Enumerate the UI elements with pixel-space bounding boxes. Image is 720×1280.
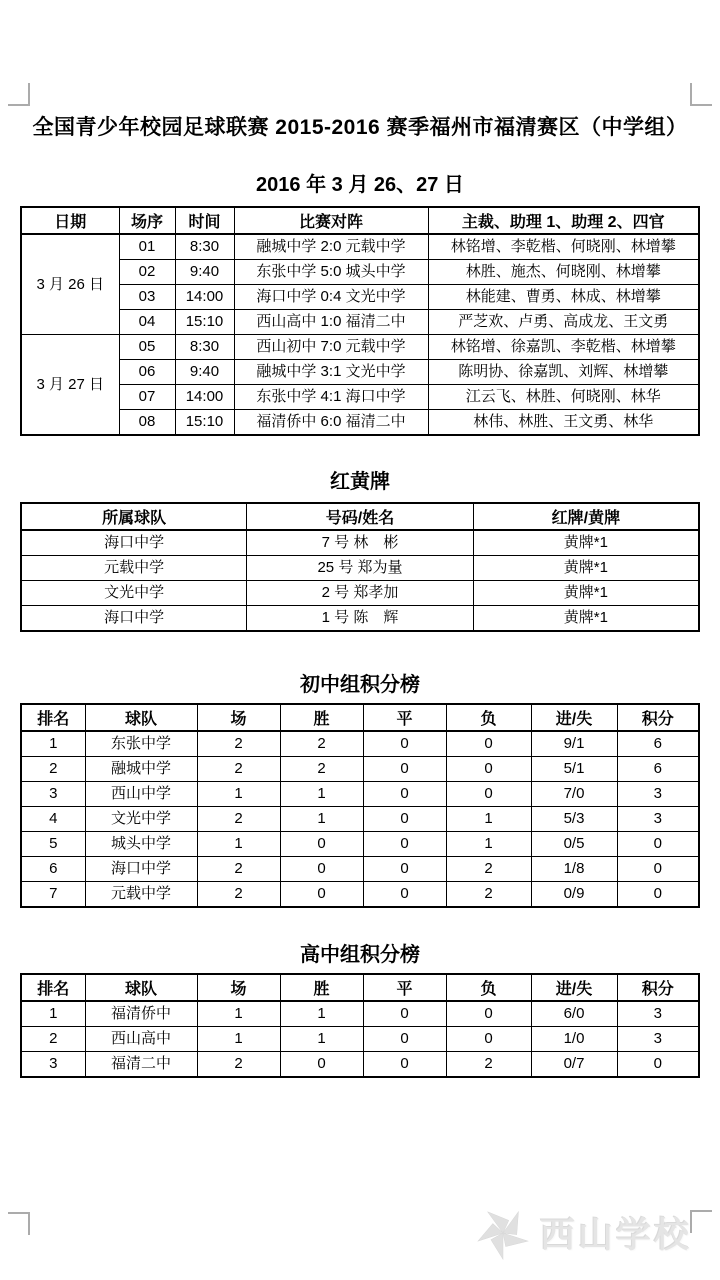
table-row [21,530,699,556]
column-header-officials: 主裁、助理 1、助理 2、四官 [428,207,699,234]
rank-cell: 1 [21,1001,85,1027]
column-header-won: 胜 [280,974,363,1001]
officials-cell: 林铭增、李乾楷、何晓刚、林增攀 [428,234,699,260]
column-header-time: 时间 [175,207,234,234]
won-cell: 2 [280,757,363,782]
team-cell: 海口中学 [21,606,247,632]
points-cell: 3 [617,1027,699,1052]
drawn-cell: 0 [363,1001,446,1027]
time-cell: 15:10 [175,310,234,335]
points-cell: 0 [617,857,699,882]
header-row [21,704,699,731]
watermark [474,1204,692,1262]
drawn-cell: 0 [363,1027,446,1052]
cards-table [20,502,700,632]
column-header-points: 积分 [617,974,699,1001]
senior-standings-table [20,973,700,1078]
column-header-rank: 排名 [21,704,85,731]
officials-cell: 林能建、曹勇、林成、林增攀 [428,285,699,310]
played-cell: 1 [197,1001,280,1027]
time-cell: 9:40 [175,260,234,285]
column-header-goals: 进/失 [531,974,617,1001]
goals-cell: 0/5 [531,832,617,857]
goals-cell: 9/1 [531,731,617,757]
lost-cell: 0 [446,1027,531,1052]
drawn-cell: 0 [363,832,446,857]
points-cell: 6 [617,757,699,782]
played-cell: 1 [197,832,280,857]
goals-cell: 5/3 [531,807,617,832]
table-row [21,807,699,832]
match-cell: 融城中学 3:1 文光中学 [234,360,428,385]
played-cell: 2 [197,757,280,782]
rank-cell: 6 [21,857,85,882]
team-cell: 文光中学 [21,581,247,606]
goals-cell: 1/0 [531,1027,617,1052]
points-cell: 3 [617,1001,699,1027]
drawn-cell: 0 [363,731,446,757]
drawn-cell: 0 [363,1052,446,1078]
drawn-cell: 0 [363,857,446,882]
table-row [21,832,699,857]
table-row [21,556,699,581]
time-cell: 14:00 [175,385,234,410]
table-row [21,1052,699,1078]
goals-cell: 6/0 [531,1001,617,1027]
pinwheel-logo-icon [474,1204,532,1262]
goals-cell: 0/7 [531,1052,617,1078]
officials-cell: 林铭增、徐嘉凯、李乾楷、林增攀 [428,335,699,360]
page-title: 全国青少年校园足球联赛 2015-2016 赛季福州市福清赛区（中学组） [32,116,688,139]
match-no-cell: 02 [119,260,175,285]
lost-cell: 2 [446,1052,531,1078]
played-cell: 2 [197,731,280,757]
team-cell: 海口中学 [21,530,247,556]
table-row [21,335,699,360]
date-cell: 3 月 27 日 [21,335,119,436]
goals-cell: 7/0 [531,782,617,807]
points-cell: 0 [617,882,699,908]
table-row [21,360,699,385]
column-header-lost: 负 [446,974,531,1001]
officials-cell: 江云飞、林胜、何晓刚、林华 [428,385,699,410]
rank-cell: 3 [21,1052,85,1078]
rank-cell: 3 [21,782,85,807]
player-cell: 1 号 陈 辉 [247,606,473,632]
column-header-goals: 进/失 [531,704,617,731]
goals-cell: 1/8 [531,857,617,882]
column-header-match-no: 场序 [119,207,175,234]
table-row [21,385,699,410]
table-row [21,882,699,908]
won-cell: 2 [280,731,363,757]
won-cell: 1 [280,807,363,832]
rank-cell: 7 [21,882,85,908]
won-cell: 0 [280,1052,363,1078]
team-cell: 福清二中 [85,1052,197,1078]
drawn-cell: 0 [363,782,446,807]
team-cell: 东张中学 [85,731,197,757]
team-cell: 元载中学 [85,882,197,908]
table-row [21,757,699,782]
column-header-played: 场 [197,974,280,1001]
team-cell: 福清侨中 [85,1001,197,1027]
match-no-cell: 04 [119,310,175,335]
won-cell: 0 [280,882,363,908]
team-cell: 元载中学 [21,556,247,581]
column-header-card-type: 红牌/黄牌 [473,503,699,530]
match-no-cell: 06 [119,360,175,385]
player-cell: 2 号 郑孝加 [247,581,473,606]
match-no-cell: 01 [119,234,175,260]
team-cell: 城头中学 [85,832,197,857]
officials-cell: 陈明协、徐嘉凯、刘辉、林增攀 [428,360,699,385]
match-cell: 东张中学 4:1 海口中学 [234,385,428,410]
played-cell: 2 [197,857,280,882]
match-cell: 东张中学 5:0 城头中学 [234,260,428,285]
player-cell: 7 号 林 彬 [247,530,473,556]
team-cell: 海口中学 [85,857,197,882]
match-no-cell: 03 [119,285,175,310]
date-heading: 2016 年 3 月 26、27 日 [256,174,464,196]
match-no-cell: 08 [119,410,175,436]
lost-cell: 1 [446,807,531,832]
lost-cell: 0 [446,1001,531,1027]
match-no-cell: 05 [119,335,175,360]
header-row [21,974,699,1001]
drawn-cell: 0 [363,882,446,908]
team-cell: 西山高中 [85,1027,197,1052]
date-cell: 3 月 26 日 [21,234,119,335]
team-cell: 西山中学 [85,782,197,807]
header-row [21,503,699,530]
watermark-text: 西山学校 [539,1216,692,1255]
played-cell: 1 [197,782,280,807]
table-row [21,234,699,260]
played-cell: 2 [197,1052,280,1078]
column-header-drawn: 平 [363,704,446,731]
table-row [21,857,699,882]
lost-cell: 2 [446,857,531,882]
crop-mark-bottom-left [8,1212,30,1235]
crop-mark-bottom-right [690,1210,712,1233]
time-cell: 8:30 [175,335,234,360]
lost-cell: 1 [446,832,531,857]
drawn-cell: 0 [363,757,446,782]
card-cell: 黄牌*1 [473,556,699,581]
document-content [20,0,700,1078]
table-row [21,782,699,807]
played-cell: 1 [197,1027,280,1052]
header-row [21,207,699,234]
column-header-drawn: 平 [363,974,446,1001]
match-no-cell: 07 [119,385,175,410]
rank-cell: 4 [21,807,85,832]
match-cell: 西山高中 1:0 福清二中 [234,310,428,335]
match-cell: 福清侨中 6:0 福清二中 [234,410,428,436]
rank-cell: 2 [21,757,85,782]
column-header-match: 比赛对阵 [234,207,428,234]
won-cell: 0 [280,832,363,857]
won-cell: 1 [280,1027,363,1052]
time-cell: 15:10 [175,410,234,436]
column-header-points: 积分 [617,704,699,731]
team-cell: 融城中学 [85,757,197,782]
table-row [21,310,699,335]
team-cell: 文光中学 [85,807,197,832]
points-cell: 3 [617,807,699,832]
table-row [21,606,699,632]
column-header-team: 球队 [85,974,197,1001]
junior-standings-table [20,703,700,908]
lost-cell: 0 [446,757,531,782]
table-row [21,285,699,310]
officials-cell: 林伟、林胜、王文勇、林华 [428,410,699,436]
table-row [21,260,699,285]
card-cell: 黄牌*1 [473,606,699,632]
match-cell: 融城中学 2:0 元载中学 [234,234,428,260]
table-row [21,1027,699,1052]
played-cell: 2 [197,807,280,832]
senior-standings-title: 高中组积分榜 [300,944,420,966]
played-cell: 2 [197,882,280,908]
column-header-number-name: 号码/姓名 [247,503,473,530]
points-cell: 0 [617,1052,699,1078]
rank-cell: 2 [21,1027,85,1052]
lost-cell: 0 [446,782,531,807]
goals-cell: 0/9 [531,882,617,908]
points-cell: 0 [617,832,699,857]
officials-cell: 林胜、施杰、何晓刚、林增攀 [428,260,699,285]
schedule-table [20,206,700,436]
lost-cell: 2 [446,882,531,908]
time-cell: 14:00 [175,285,234,310]
junior-standings-title: 初中组积分榜 [300,674,420,696]
column-header-rank: 排名 [21,974,85,1001]
won-cell: 1 [280,1001,363,1027]
won-cell: 0 [280,857,363,882]
column-header-team: 球队 [85,704,197,731]
table-row [21,581,699,606]
rank-cell: 1 [21,731,85,757]
table-row [21,1001,699,1027]
column-header-team: 所属球队 [21,503,247,530]
time-cell: 8:30 [175,234,234,260]
card-cell: 黄牌*1 [473,530,699,556]
column-header-played: 场 [197,704,280,731]
goals-cell: 5/1 [531,757,617,782]
time-cell: 9:40 [175,360,234,385]
won-cell: 1 [280,782,363,807]
match-cell: 海口中学 0:4 文光中学 [234,285,428,310]
player-cell: 25 号 郑为量 [247,556,473,581]
points-cell: 6 [617,731,699,757]
table-row [21,731,699,757]
rank-cell: 5 [21,832,85,857]
cards-section-title: 红黄牌 [330,471,390,493]
card-cell: 黄牌*1 [473,581,699,606]
officials-cell: 严芝欢、卢勇、高成龙、王文勇 [428,310,699,335]
table-row [21,410,699,436]
points-cell: 3 [617,782,699,807]
lost-cell: 0 [446,731,531,757]
match-cell: 西山初中 7:0 元载中学 [234,335,428,360]
column-header-lost: 负 [446,704,531,731]
drawn-cell: 0 [363,807,446,832]
column-header-date: 日期 [21,207,119,234]
column-header-won: 胜 [280,704,363,731]
